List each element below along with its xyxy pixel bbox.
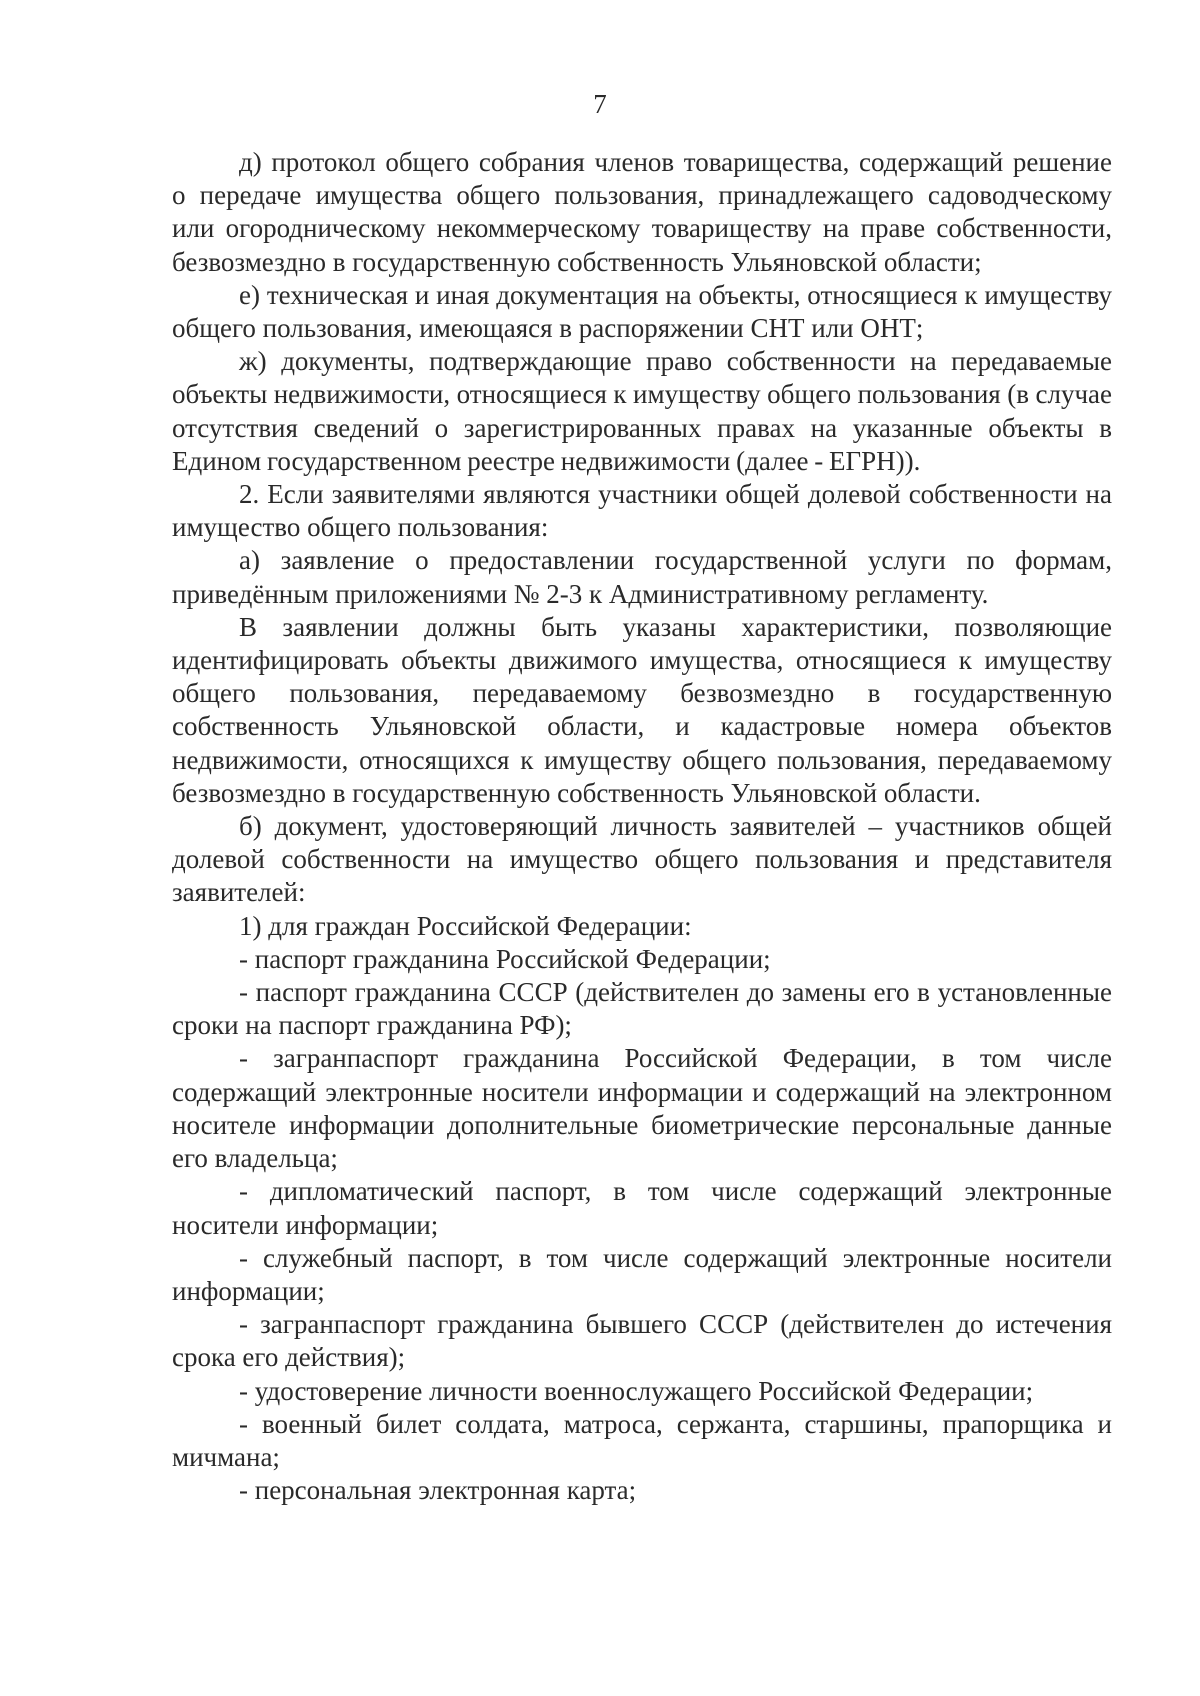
list-item-foreign-passport-ussr: - загранпаспорт гражданина бывшего СССР (действителен до истечения срока его действия); <box>172 1309 1112 1373</box>
list-item-service-passport: - служебный паспорт, в том числе содержащий электронные носители информации; <box>172 1242 1112 1306</box>
page-number: 7 <box>593 89 607 119</box>
list-item-military-ticket: - военный билет солдата, матроса, сержанта, старшины, прапорщика и мичмана; <box>172 1408 1112 1472</box>
paragraph-e-documentation: е) техническая и иная документация на объекты, относящиеся к имуществу общего пользования, имеющаяся в распоряжении СНТ или ОНТ; <box>172 279 1112 344</box>
paragraph-d-protocol: д) протокол общего собрания членов товарищества, содержащий решение о передаче имущества общего пользования, принадлежащего садоводческому или огородническому некоммерческому товариществу на праве собственности, безвозмездно в государственную собственность Ульяновской области; <box>172 147 1112 277</box>
list-item-diplomatic-passport: - дипломатический паспорт, в том числе содержащий электронные носители информации; <box>172 1176 1112 1240</box>
paragraph-2-shared-ownership: 2. Если заявителями являются участники общей долевой собственности на имущество общего пользования: <box>172 479 1112 543</box>
document-body <box>172 146 1112 1507</box>
list-item-personal-electronic-card: - персональная электронная карта; <box>239 1475 637 1506</box>
list-item-passport-rf: - паспорт гражданина Российской Федерации; <box>239 943 771 974</box>
paragraph-1-citizens: 1) для граждан Российской Федерации: <box>239 910 692 941</box>
paragraph-zh-ownership-documents: ж) документы, подтверждающие право собственности на передаваемые объекты недвижимости, относящиеся к имуществу общего пользования (в случае отсутствия сведений о зарегистрированных правах на указанные объекты в Едином государственном реестре недвижимости (далее - ЕГРН)). <box>172 346 1112 476</box>
paragraph-application-requirements: В заявлении должны быть указаны характеристики, позволяющие идентифицировать объекты движимого имущества, относящиеся к имуществу общего пользования, передаваемому безвозмездно в государственную собственность Ульяновской области, и кадастровые номера объектов недвижимости, относящихся к имуществу общего пользования, передаваемому безвозмездно в государственную собственность Ульяновской области. <box>172 611 1112 808</box>
paragraph-a-application: а) заявление о предоставлении государственной услуги по формам, приведённым приложениями № 2-3 к Административному регламенту. <box>172 545 1112 609</box>
list-item-foreign-passport-rf: - загранпаспорт гражданина Российской Федерации, в том числе содержащий электронные носители информации и содержащий на электронном носителе информации дополнительные биометрические персональные данные его владельца; <box>172 1043 1112 1174</box>
list-item-passport-ussr: - паспорт гражданина СССР (действителен до замены его в установленные сроки на паспорт гражданина РФ); <box>172 977 1112 1041</box>
paragraph-b-identity-document: б) документ, удостоверяющий личность заявителей – участников общей долевой собственности на имущество общего пользования и представителя заявителей: <box>172 811 1112 908</box>
list-item-military-id: - удостоверение личности военнослужащего Российской Федерации; <box>239 1375 1034 1406</box>
